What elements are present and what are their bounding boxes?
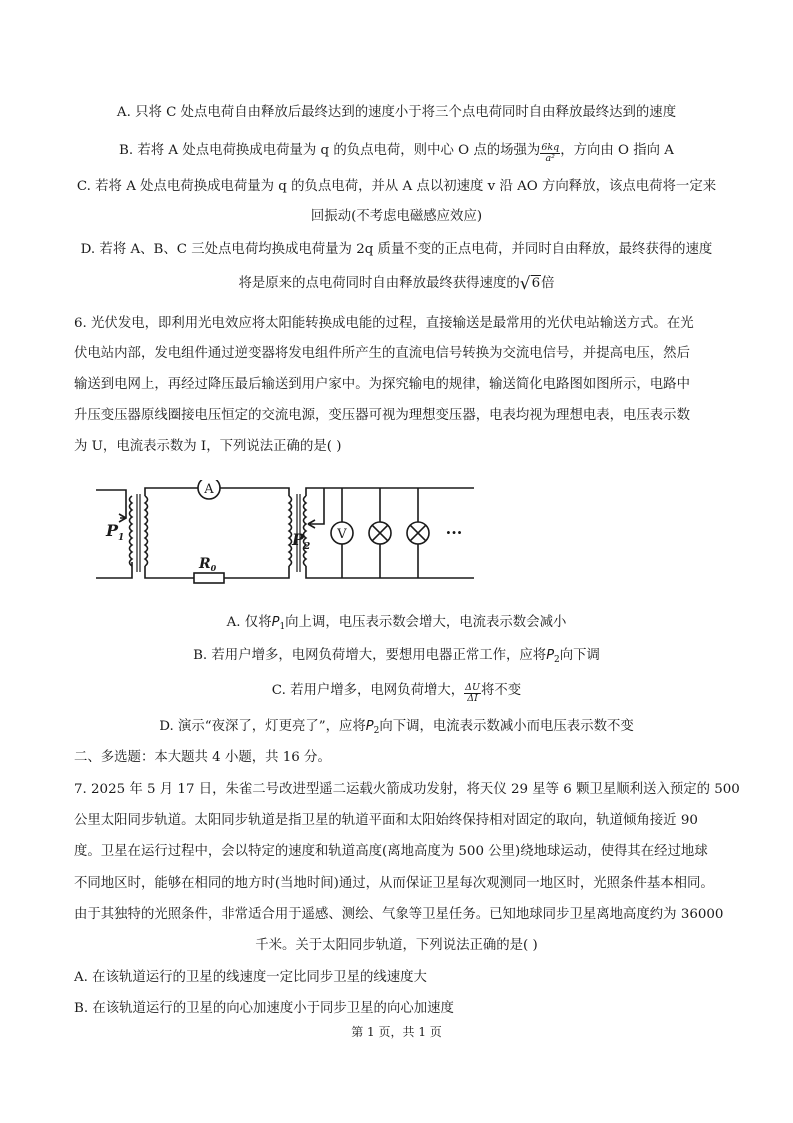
q6-stem-line1: 6. 光伏发电，即利用光电效应将太阳能转换成电能的过程，直接输送是最常用的光伏电站输送方式。在光 — [74, 316, 694, 331]
secondary-coil-1 — [145, 496, 148, 566]
q5-option-b-fraction: $\frac{6kq}{\text{a²}}$ — [541, 142, 560, 164]
resistor-r0 — [194, 573, 224, 583]
q6-option-b: B. 若用户增多，电网负荷增大，要想用电器正常工作，应将$P_2$向下调 — [193, 648, 600, 665]
q6-stem-line4: 升压变压器原线圈接电压恒定的交流电源，变压器可视为理想变压器，电表均视为理想电表，电压表示数 — [74, 408, 690, 423]
q7-option-b: B. 在该轨道运行的卫星的向心加速度小于同步卫星的向心加速度 — [74, 1001, 454, 1016]
q7-stem-line4: 不同地区时，能够在相同的地方时(当地时间)通过，从而保证卫星每次观测同一地区时，光照条件基本相同。 — [74, 876, 714, 891]
q6-option-a: A. 仅将$P_1$向上调，电压表示数会增大，电流表示数会减小 — [226, 615, 567, 632]
q7-stem-line2: 公里太阳同步轨道。太阳同步轨道是指卫星的轨道平面和太阳始终保持相对固定的取向，轨道倾角接近 90 — [74, 813, 698, 828]
q6-stem-line2: 伏电站内部，发电组件通过逆变器将发电组件所产生的直流电信号转换为交流电信号，并提高电压，然后 — [74, 346, 690, 361]
page-footer: 第 1 页，共 1 页 — [351, 1025, 442, 1039]
circuit-diagram — [92, 480, 477, 584]
load-top-bus — [306, 488, 474, 496]
load-bottom-bus — [306, 566, 474, 578]
q7-stem-line6: 千米。关于太阳同步轨道，下列说法正确的是( ) — [255, 938, 538, 953]
q6-option-c-fraction: $\frac{\Delta U}{\Delta I}$ — [465, 682, 481, 704]
q5-option-c-line1: C. 若将 A 处点电荷换成电荷量为 q 的负点电荷，并从 A 点以初速度 v 沿 AO 方向释放，该点电荷将一定来 — [76, 179, 717, 194]
p2-slider-wire — [310, 488, 324, 524]
q7-stem-line3: 度。卫星在运行过程中，会以特定的速度和轨道高度(离地高度为 500 公里)绕地球运动，使得其在经过地球 — [74, 844, 708, 859]
r0-label: $R_0$ — [199, 556, 217, 573]
q7-stem-line5: 由于其独特的光照条件，非常适合用于遥感、测绘、气象等卫星任务。已知地球同步卫星离地高度约为 36000 — [74, 907, 724, 922]
voltmeter-label: V — [337, 527, 347, 542]
q6-stem-line5: 为 U，电流表示数为 I，下列说法正确的是( ) — [74, 439, 342, 454]
p2-label: $P_2$ — [292, 530, 311, 552]
q5-option-d-line2: 将是原来的点电荷同时自由释放最终获得速度的√6倍 — [238, 274, 555, 294]
ammeter-label: A — [204, 482, 214, 497]
q5-option-b: B. 若将 A 处点电荷换成电荷量为 q 的负点电荷，则中心 O 点的场强为 $\frac{6kq}{\text{a²}}$ ，方向由 O 指向 A — [119, 142, 674, 164]
sqrt-symbol: √6 — [519, 274, 541, 294]
q6-stem-line3: 输送到电网上，再经过降压最后输送到用户家中。为探究输电的规律，输送简化电路图如图所示，电路中 — [74, 377, 690, 392]
q6-option-c: C. 若用户增多，电网负荷增大， $\frac{\Delta U}{\Delta I}$ 将不变 — [271, 682, 522, 704]
section-2-title: 二、多选题：本大题共 4 小题，共 16 分。 — [74, 750, 331, 765]
source-top-wire — [96, 490, 126, 502]
q7-stem-line1: 7. 2025 年 5 月 17 日，朱雀二号改进型遥二运载火箭成功发射，将天仪 29 星等 6 颗卫星顺利送入预定的 500 — [74, 782, 740, 797]
q5-option-a: A. 只将 C 处点电荷自由释放后最终达到的速度小于将三个点电荷同时自由释放最终达到的速度 — [116, 105, 677, 120]
p1-label: $P_1$ — [106, 521, 125, 543]
primary-coil-1 — [130, 496, 133, 566]
q5-option-d-line1: D. 若将 A、B、C 三处点电荷均换成电荷量为 2q 质量不变的正点电荷，并同时自由释放，最终获得的速度 — [80, 242, 713, 257]
source-bottom-wire — [96, 562, 132, 578]
transformer-1-core — [137, 494, 140, 572]
more-loads-ellipsis: ··· — [445, 523, 463, 542]
q6-option-d: D. 演示“夜深了，灯更亮了”，应将$P_2$向下调，电流表示数减小而电压表示数不变 — [159, 719, 634, 736]
q7-option-a: A. 在该轨道运行的卫星的线速度一定比同步卫星的线速度大 — [74, 970, 427, 985]
q5-option-c-line2: 回振动(不考虑电磁感应效应) — [310, 209, 483, 224]
